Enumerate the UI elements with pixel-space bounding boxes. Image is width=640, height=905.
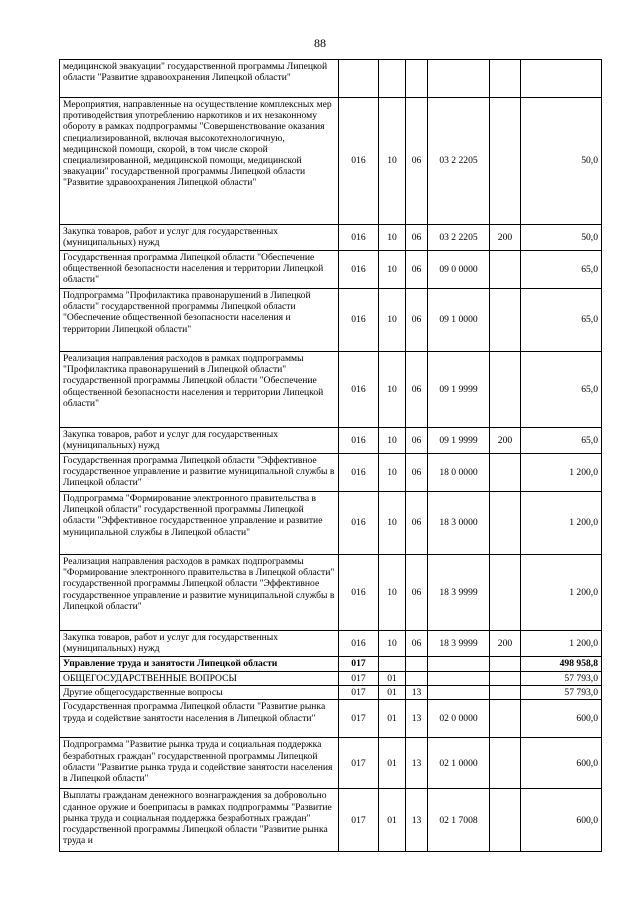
cell-name: медицинской эвакуации" государственной программы Липецкой области "Развитие здравоохранения Липецкой области": [60, 60, 339, 98]
cell-name: Подпрограмма "Формирование электронного правительства в Липецкой области" государственной программы Липецкой области "Эффективное государственное управление и развитие муниципальной службы в Липецкой области": [60, 492, 339, 555]
cell-amount: [521, 60, 602, 98]
cell-subsection: 06: [406, 454, 428, 492]
cell-target-article: 09 1 9999: [428, 352, 490, 428]
cell-target-article: 09 1 9999: [428, 428, 490, 454]
table-row: [60, 700, 602, 738]
cell-name: Подпрограмма "Профилактика правонарушений в Липецкой области" государственной программы Липецкой области "Обеспечение общественной безопасности населения и территории Липецкой области": [60, 289, 339, 352]
cell-ministry-code: 017: [339, 672, 379, 686]
table-row: [60, 738, 602, 789]
cell-target-article: 03 2 2205: [428, 98, 490, 225]
cell-target-article: 02 1 0000: [428, 738, 490, 789]
cell-ministry-code: 016: [339, 428, 379, 454]
cell-amount: 65,0: [521, 428, 602, 454]
cell-expense-type: 200: [490, 225, 521, 251]
cell-section: 01: [379, 686, 406, 700]
cell-ministry-code: 017: [339, 686, 379, 700]
cell-target-article: 03 2 2205: [428, 225, 490, 251]
cell-subsection: 06: [406, 631, 428, 657]
cell-subsection: 06: [406, 251, 428, 289]
cell-target-article: [428, 686, 490, 700]
cell-subsection: 06: [406, 428, 428, 454]
cell-amount: 57 793,0: [521, 686, 602, 700]
cell-target-article: 09 1 0000: [428, 289, 490, 352]
cell-expense-type: [490, 657, 521, 672]
cell-ministry-code: 016: [339, 631, 379, 657]
table-row: [60, 98, 602, 225]
cell-section: 10: [379, 225, 406, 251]
cell-target-article: [428, 657, 490, 672]
cell-name: Закупка товаров, работ и услуг для государственных (муниципальных) нужд: [60, 428, 339, 454]
table-row: [60, 555, 602, 631]
cell-section: 10: [379, 454, 406, 492]
cell-subsection: [406, 672, 428, 686]
cell-subsection: 06: [406, 225, 428, 251]
cell-subsection: 06: [406, 492, 428, 555]
cell-expense-type: [490, 60, 521, 98]
cell-target-article: 02 0 0000: [428, 700, 490, 738]
cell-section: 01: [379, 700, 406, 738]
table-row: [60, 686, 602, 700]
cell-amount: 600,0: [521, 738, 602, 789]
cell-expense-type: [490, 738, 521, 789]
cell-expense-type: [490, 454, 521, 492]
cell-target-article: [428, 60, 490, 98]
table-row: [60, 657, 602, 672]
cell-name: Подпрограмма "Развитие рынка труда и социальная поддержка безработных граждан" государственной программы Липецкой области "Развитие рынка труда и содействие занятости населения в Липецкой области": [60, 738, 339, 789]
cell-amount: 57 793,0: [521, 672, 602, 686]
cell-expense-type: [490, 686, 521, 700]
cell-ministry-code: 016: [339, 98, 379, 225]
cell-subsection: 06: [406, 98, 428, 225]
cell-expense-type: [490, 700, 521, 738]
table-row: [60, 428, 602, 454]
cell-name: Реализация направления расходов в рамках подпрограммы "Профилактика правонарушений в Липецкой области" государственной программы Липецкой области "Обеспечение общественной безопасности населения и территории Липецкой области": [60, 352, 339, 428]
table-row: [60, 251, 602, 289]
cell-name: Государственная программа Липецкой области "Обеспечение общественной безопасности населения и территории Липецкой области": [60, 251, 339, 289]
cell-target-article: [428, 672, 490, 686]
table-row: [60, 225, 602, 251]
table-row: [60, 631, 602, 657]
cell-section: 10: [379, 631, 406, 657]
cell-amount: 1 200,0: [521, 454, 602, 492]
cell-section: 01: [379, 672, 406, 686]
table-body: [60, 60, 602, 852]
cell-name: Управление труда и занятости Липецкой области: [60, 657, 339, 672]
cell-expense-type: [490, 555, 521, 631]
cell-section: 01: [379, 738, 406, 789]
cell-expense-type: [490, 492, 521, 555]
table-row: [60, 352, 602, 428]
table-row: [60, 60, 602, 98]
cell-subsection: 13: [406, 738, 428, 789]
page-number: 88: [314, 36, 326, 50]
table-row: [60, 289, 602, 352]
cell-expense-type: [490, 352, 521, 428]
cell-section: 10: [379, 492, 406, 555]
cell-section: [379, 657, 406, 672]
cell-ministry-code: 017: [339, 789, 379, 852]
cell-subsection: [406, 60, 428, 98]
cell-name: Государственная программа Липецкой области "Развитие рынка труда и содействие занятости населения в Липецкой области": [60, 700, 339, 738]
cell-subsection: 06: [406, 555, 428, 631]
cell-ministry-code: 017: [339, 700, 379, 738]
cell-name: Закупка товаров, работ и услуг для государственных (муниципальных) нужд: [60, 631, 339, 657]
table-row: [60, 492, 602, 555]
cell-expense-type: [490, 98, 521, 225]
cell-subsection: 06: [406, 352, 428, 428]
cell-amount: 600,0: [521, 789, 602, 852]
cell-section: 10: [379, 555, 406, 631]
cell-ministry-code: 016: [339, 289, 379, 352]
cell-target-article: 18 3 0000: [428, 492, 490, 555]
cell-amount: 50,0: [521, 225, 602, 251]
cell-section: 10: [379, 98, 406, 225]
cell-ministry-code: 016: [339, 251, 379, 289]
cell-name: Мероприятия, направленные на осуществление комплексных мер противодействия употреблению наркотиков и их незаконному обороту в рамках подпрограммы "Совершенствование оказания специализированной, включая высокотехнологичную, медицинской помощи, скорой, в том числе скорой специализированной, медицинской помощи, медицинской эвакуации" государственной программы Липецкой области "Развитие здравоохранения Липецкой области": [60, 98, 339, 225]
cell-name: Реализация направления расходов в рамках подпрограммы "Формирование электронного правительства в Липецкой области" государственной программы Липецкой области "Эффективное государственное управление и развитие муниципальной службы в Липецкой области": [60, 555, 339, 631]
cell-name: Государственная программа Липецкой области "Эффективное государственное управление и развитие муниципальной службы в Липецкой области": [60, 454, 339, 492]
cell-section: 10: [379, 428, 406, 454]
cell-target-article: 18 0 0000: [428, 454, 490, 492]
cell-name: Другие общегосударственные вопросы: [60, 686, 339, 700]
cell-subsection: [406, 657, 428, 672]
cell-amount: 1 200,0: [521, 555, 602, 631]
cell-target-article: 02 1 7008: [428, 789, 490, 852]
cell-name: Закупка товаров, работ и услуг для государственных (муниципальных) нужд: [60, 225, 339, 251]
cell-ministry-code: 017: [339, 657, 379, 672]
cell-target-article: 09 0 0000: [428, 251, 490, 289]
cell-name: ОБЩЕГОСУДАРСТВЕННЫЕ ВОПРОСЫ: [60, 672, 339, 686]
cell-target-article: 18 3 9999: [428, 631, 490, 657]
cell-section: 10: [379, 251, 406, 289]
cell-ministry-code: 016: [339, 352, 379, 428]
table-row: [60, 454, 602, 492]
cell-subsection: 06: [406, 289, 428, 352]
cell-ministry-code: 016: [339, 555, 379, 631]
cell-ministry-code: 016: [339, 454, 379, 492]
table-row: [60, 789, 602, 852]
cell-target-article: 18 3 9999: [428, 555, 490, 631]
cell-section: 10: [379, 289, 406, 352]
cell-amount: 1 200,0: [521, 492, 602, 555]
cell-amount: 50,0: [521, 98, 602, 225]
cell-expense-type: [490, 789, 521, 852]
cell-amount: 498 958,8: [521, 657, 602, 672]
cell-amount: 1 200,0: [521, 631, 602, 657]
cell-name: Выплаты гражданам денежного вознаграждения за добровольно сданное оружие и боеприпасы в рамках подпрограммы "Развитие рынка труда и социальная поддержка безработных граждан" государственной программы Липецкой области "Развитие рынка труда и: [60, 789, 339, 852]
cell-section: 01: [379, 789, 406, 852]
cell-ministry-code: 017: [339, 738, 379, 789]
cell-ministry-code: 016: [339, 492, 379, 555]
budget-table: [59, 59, 602, 852]
cell-amount: 65,0: [521, 251, 602, 289]
cell-subsection: 13: [406, 700, 428, 738]
cell-section: 10: [379, 352, 406, 428]
cell-expense-type: 200: [490, 428, 521, 454]
cell-amount: 65,0: [521, 352, 602, 428]
cell-amount: 65,0: [521, 289, 602, 352]
cell-section: [379, 60, 406, 98]
cell-expense-type: [490, 251, 521, 289]
cell-ministry-code: [339, 60, 379, 98]
cell-subsection: 13: [406, 789, 428, 852]
cell-subsection: 13: [406, 686, 428, 700]
cell-expense-type: [490, 289, 521, 352]
cell-amount: 600,0: [521, 700, 602, 738]
cell-expense-type: [490, 672, 521, 686]
cell-expense-type: 200: [490, 631, 521, 657]
table-row: [60, 672, 602, 686]
cell-ministry-code: 016: [339, 225, 379, 251]
